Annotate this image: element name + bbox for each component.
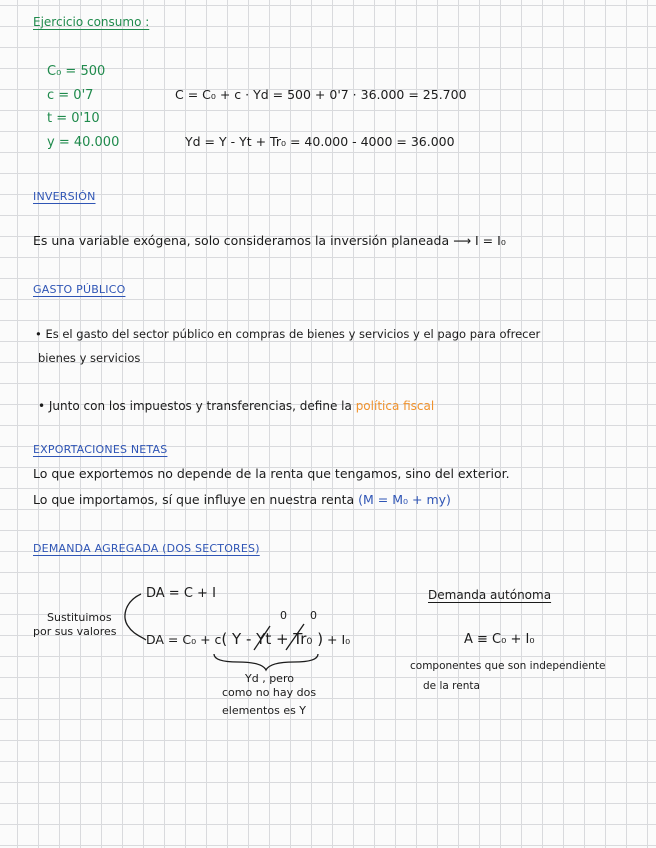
exportaciones-line-2-text: Lo que importamos, sí que influye en nuestra renta	[33, 492, 355, 507]
section-heading-exportaciones: EXPORTACIONES NETAS	[33, 443, 168, 456]
disposable-income-equation: Yd = Y - Yt + Tr₀ = 40.000 - 4000 = 36.000	[185, 134, 455, 149]
autonomous-demand-equation: A ≡ C₀ + I₀	[464, 632, 535, 647]
gasto-bullet-1-line-2: bienes y servicios	[38, 351, 141, 365]
brace-note-line-2: como no hay dos	[222, 686, 317, 699]
gasto-bullet-2-text: • Junto con los impuestos y transferencias, define la	[38, 399, 352, 413]
autonomous-note-line-1: componentes que son independiente	[410, 660, 606, 672]
da-equation-2-prefix: DA = C₀ + c	[146, 632, 222, 647]
da-equation-1: DA = C + I	[146, 586, 216, 601]
da-equation-2	[146, 631, 350, 648]
da-equation-2-suffix: + I₀	[327, 632, 351, 647]
exportaciones-line-1: Lo que exportemos no depende de la renta que tengamos, sino del exterior.	[33, 466, 510, 481]
side-note-line-1: Sustituimos	[47, 611, 112, 624]
autonomous-demand-heading: Demanda autónoma	[428, 588, 552, 602]
brace-note-line-3: elementos es Y	[222, 704, 307, 717]
var-t: t = 0'10	[47, 111, 100, 126]
consumption-equation: C = C₀ + c · Yd = 500 + 0'7 · 36.000 = 25.700	[175, 87, 467, 102]
var-c: c = 0'7	[47, 88, 94, 103]
section-heading-gasto-publico: GASTO PÚBLICO	[33, 283, 126, 296]
side-note-line-2: por sus valores	[33, 625, 117, 638]
section-heading-inversion: INVERSIÓN	[33, 190, 96, 203]
politica-fiscal-highlight: política fiscal	[355, 399, 435, 413]
var-y: y = 40.000	[47, 135, 120, 150]
bracket-stroke	[125, 594, 146, 640]
zero-above-yt: 0	[280, 609, 287, 622]
gasto-bullet-1-line-1: • Es el gasto del sector público en compras de bienes y servicios y el pago para ofrecer	[35, 327, 541, 341]
var-c0: C₀ = 500	[47, 64, 106, 79]
brace-note-line-1: Yd , pero	[245, 672, 294, 685]
page-title: Ejercicio consumo :	[33, 15, 150, 29]
autonomous-note-line-2: de la renta	[423, 680, 480, 692]
section-heading-demanda-agregada: DEMANDA AGREGADA (DOS SECTORES)	[33, 542, 260, 555]
imports-formula: (M = M₀ + my)	[358, 492, 451, 507]
inversion-text: Es una variable exógena, solo consideramos la inversión planeada ⟶ I = I₀	[33, 233, 506, 248]
brace-stroke	[214, 654, 318, 670]
zero-above-tr0: 0	[310, 609, 317, 622]
da-equation-2-paren: ( Y - Yt + Tr₀ )	[221, 630, 324, 648]
